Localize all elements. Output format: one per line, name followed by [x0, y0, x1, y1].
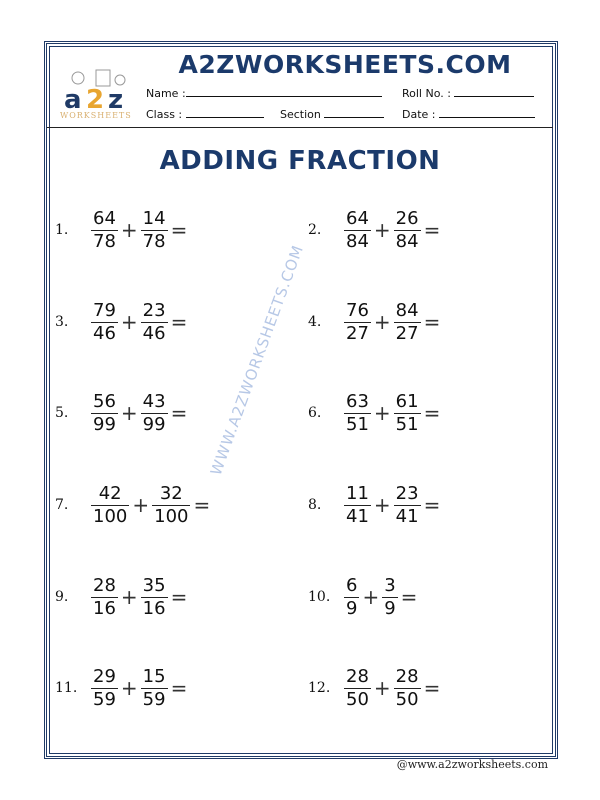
svg-text:z: z: [108, 85, 124, 115]
fraction-1: [91, 300, 118, 345]
fraction-1: [344, 391, 371, 436]
plus-sign: +: [373, 401, 391, 425]
equals-sign: =: [423, 401, 441, 425]
numerator: 61: [395, 390, 419, 412]
denominator: 84: [395, 230, 419, 252]
problem-number: 7.: [55, 497, 69, 513]
plus-sign: +: [132, 493, 150, 517]
numerator: 3: [384, 574, 396, 596]
problem-number: 4.: [308, 314, 322, 330]
header-divider: [47, 127, 553, 128]
denominator: 50: [395, 688, 419, 710]
numerator: 26: [395, 207, 419, 229]
problem-11: [55, 663, 190, 713]
problem-10: [308, 572, 420, 622]
equals-sign: =: [170, 310, 188, 334]
fraction-2: [141, 208, 168, 253]
denominator: 41: [346, 505, 369, 527]
numerator: 64: [93, 207, 116, 229]
equals-sign: =: [170, 676, 188, 700]
fraction-2: [394, 666, 421, 711]
fraction-1: [344, 208, 371, 253]
numerator: 56: [93, 390, 116, 412]
footer-url: @www.a2zworksheets.com: [396, 758, 548, 771]
denominator: 84: [346, 230, 369, 252]
numerator: 79: [93, 299, 116, 321]
problem-5: [55, 388, 190, 438]
plus-sign: +: [120, 676, 138, 700]
denominator: 59: [142, 688, 166, 710]
denominator: 100: [154, 505, 189, 527]
denominator: 27: [395, 322, 419, 344]
fraction-2: [152, 483, 190, 528]
worksheet-title: ADDING FRACTION: [159, 146, 441, 176]
plus-sign: +: [362, 585, 380, 609]
section-label: Section: [280, 108, 321, 121]
denominator: 51: [395, 413, 419, 435]
fraction-2: [394, 483, 421, 528]
denominator: 100: [93, 505, 128, 527]
problem-number: 10.: [308, 589, 331, 605]
plus-sign: +: [120, 585, 138, 609]
equals-sign: =: [423, 676, 441, 700]
numerator: 64: [346, 207, 369, 229]
date-field: [402, 107, 535, 121]
numerator: 6: [346, 574, 358, 596]
numerator: 11: [346, 482, 369, 504]
class-label: Class :: [146, 108, 183, 121]
fraction-2: [141, 391, 168, 436]
denominator: 16: [142, 597, 166, 619]
name-field: [146, 86, 382, 100]
numerator: 29: [93, 665, 116, 687]
roll-field: [402, 86, 534, 100]
problem-9: [55, 572, 190, 622]
numerator: 32: [159, 482, 183, 504]
plus-sign: +: [373, 676, 391, 700]
problem-6: [308, 388, 443, 438]
problem-8: [308, 480, 443, 530]
fraction-2: [141, 666, 168, 711]
problem-number: 9.: [55, 589, 69, 605]
equals-sign: =: [170, 218, 188, 242]
denominator: 9: [346, 597, 358, 619]
denominator: 99: [142, 413, 166, 435]
svg-text:2: 2: [86, 85, 105, 115]
numerator: 43: [142, 390, 166, 412]
denominator: 16: [93, 597, 116, 619]
problem-2: [308, 205, 443, 255]
numerator: 35: [142, 574, 166, 596]
numerator: 15: [142, 665, 166, 687]
problem-4: [308, 297, 443, 347]
numerator: 23: [395, 482, 419, 504]
fraction-1: [344, 483, 371, 528]
plus-sign: +: [373, 310, 391, 334]
denominator: 51: [346, 413, 369, 435]
denominator: 27: [346, 322, 369, 344]
class-field: [146, 107, 264, 121]
equals-sign: =: [193, 493, 211, 517]
problem-number: 3.: [55, 314, 69, 330]
denominator: 78: [93, 230, 116, 252]
plus-sign: +: [120, 218, 138, 242]
problem-number: 1.: [55, 222, 69, 238]
denominator: 9: [384, 597, 396, 619]
name-label: Name :: [146, 87, 186, 100]
numerator: 28: [395, 665, 419, 687]
site-title: A2ZWORKSHEETS.COM: [178, 50, 512, 79]
equals-sign: =: [400, 585, 418, 609]
fraction-2: [394, 208, 421, 253]
plus-sign: +: [373, 493, 391, 517]
fraction-1: [344, 666, 371, 711]
numerator: 84: [395, 299, 419, 321]
date-label: Date :: [402, 108, 436, 121]
numerator: 63: [346, 390, 369, 412]
denominator: 41: [395, 505, 419, 527]
problem-number: 5.: [55, 405, 69, 421]
numerator: 28: [346, 665, 369, 687]
denominator: 50: [346, 688, 369, 710]
fraction-1: [344, 300, 371, 345]
problem-number: 11.: [55, 680, 78, 696]
fraction-2: [382, 575, 397, 620]
fraction-1: [91, 483, 129, 528]
numerator: 23: [142, 299, 166, 321]
fraction-1: [91, 208, 118, 253]
numerator: 76: [346, 299, 369, 321]
plus-sign: +: [120, 401, 138, 425]
equals-sign: =: [423, 310, 441, 334]
problem-12: [308, 663, 443, 713]
fraction-1: [91, 391, 118, 436]
problem-number: 12.: [308, 680, 331, 696]
problem-number: 2.: [308, 222, 322, 238]
denominator: 78: [142, 230, 166, 252]
numerator: 14: [142, 207, 166, 229]
plus-sign: +: [120, 310, 138, 334]
equals-sign: =: [423, 218, 441, 242]
fraction-1: [91, 575, 118, 620]
problem-3: [55, 297, 190, 347]
equals-sign: =: [170, 401, 188, 425]
denominator: 59: [93, 688, 116, 710]
fraction-2: [141, 575, 168, 620]
a2z-logo: [58, 68, 138, 120]
problem-number: 8.: [308, 497, 322, 513]
problem-number: 6.: [308, 405, 322, 421]
equals-sign: =: [423, 493, 441, 517]
fraction-2: [141, 300, 168, 345]
svg-text:WORKSHEETS: WORKSHEETS: [60, 111, 132, 120]
watermark: WWW.A2ZWORKSHEETS.COM: [206, 242, 308, 478]
denominator: 46: [142, 322, 166, 344]
numerator: 28: [93, 574, 116, 596]
fraction-1: [344, 575, 359, 620]
section-field: [280, 107, 384, 121]
fraction-1: [91, 666, 118, 711]
problem-1: [55, 205, 190, 255]
fraction-2: [394, 300, 421, 345]
equals-sign: =: [170, 585, 188, 609]
numerator: 42: [98, 482, 122, 504]
svg-text:a: a: [64, 85, 82, 115]
denominator: 99: [93, 413, 116, 435]
denominator: 46: [93, 322, 116, 344]
problem-7: [55, 480, 213, 530]
fraction-2: [394, 391, 421, 436]
roll-label: Roll No. :: [402, 87, 451, 100]
plus-sign: +: [373, 218, 391, 242]
